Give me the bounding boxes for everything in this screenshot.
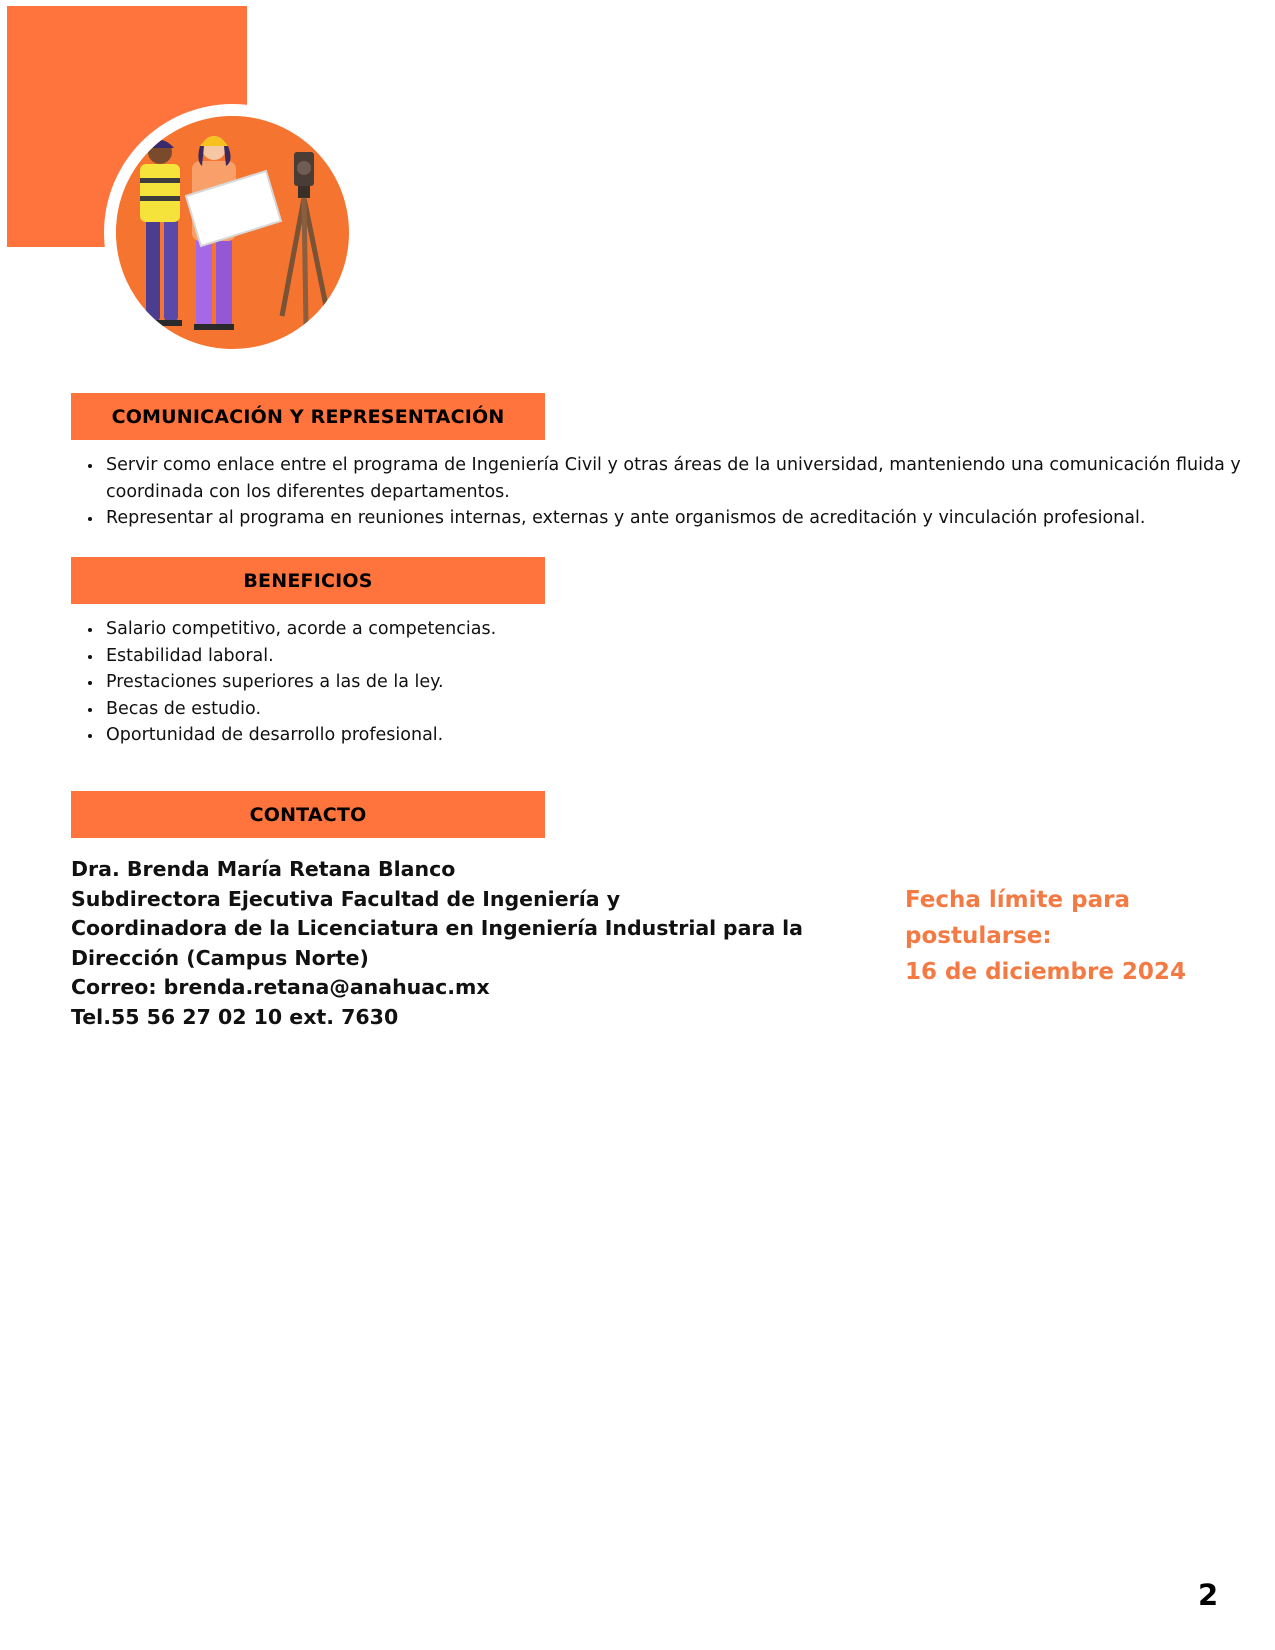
- section-title-communication: COMUNICACIÓN Y REPRESENTACIÓN: [71, 393, 545, 440]
- page-number: 2: [1198, 1578, 1219, 1612]
- section-title-benefits: BENEFICIOS: [71, 557, 545, 604]
- contact-role-word: de: [233, 916, 263, 940]
- contact-role-word: Coordinadora: [71, 916, 228, 940]
- contact-email[interactable]: Correo: brenda.retana@anahuac.mx: [71, 975, 490, 999]
- contact-role-word: en: [445, 916, 475, 940]
- deadline-label-line-1: Fecha límite para: [905, 887, 1130, 913]
- contact-role-word: la: [269, 916, 291, 940]
- list-item: • Servir como enlace entre el programa de Ingeniería Civil y otras áreas de la universidad, manteniendo una comunicación fluida y coordinada con los diferentes departamentos.: [103, 452, 1263, 505]
- contact-role-word: para: [722, 916, 776, 940]
- contact-role-word: la: [782, 916, 803, 940]
- list-item: • Becas de estudio.: [103, 696, 803, 723]
- contact-role-word: Industrial: [604, 916, 717, 940]
- list-item: • Prestaciones superiores a las de la ley.: [103, 669, 803, 696]
- benefits-list: [81, 616, 803, 749]
- list-item: • Oportunidad de desarrollo profesional.: [103, 722, 803, 749]
- contact-role-word: Ingeniería: [480, 916, 599, 940]
- contact-name: Dra. Brenda María Retana Blanco: [71, 857, 456, 881]
- illustration-frame: [104, 104, 361, 361]
- contact-role-word: Licenciatura: [296, 916, 439, 940]
- list-item: • Estabilidad laboral.: [103, 643, 803, 670]
- list-item: • Salario competitivo, acorde a competencias.: [103, 616, 803, 643]
- deadline-label-line-2: postularse:: [905, 923, 1052, 949]
- deadline-block: [905, 882, 1225, 990]
- list-item: • Representar al programa en reuniones internas, externas y ante organismos de acreditación y vinculación profesional.: [103, 505, 1263, 532]
- deadline-date: 16 de diciembre 2024: [905, 959, 1186, 985]
- contact-role-line-1: Subdirectora Ejecutiva Facultad de Ingeniería y: [71, 886, 621, 911]
- engineers-illustration-icon: [116, 116, 349, 349]
- communication-list: [81, 452, 1263, 532]
- engineers-illustration-svg: [116, 116, 349, 349]
- contact-role-line-3: Dirección (Campus Norte): [71, 945, 369, 970]
- contact-role-line-2: [71, 914, 803, 944]
- contact-block: [71, 855, 803, 1032]
- contact-phone: Tel.55 56 27 02 10 ext. 7630: [71, 1004, 399, 1029]
- section-title-contact: CONTACTO: [71, 791, 545, 838]
